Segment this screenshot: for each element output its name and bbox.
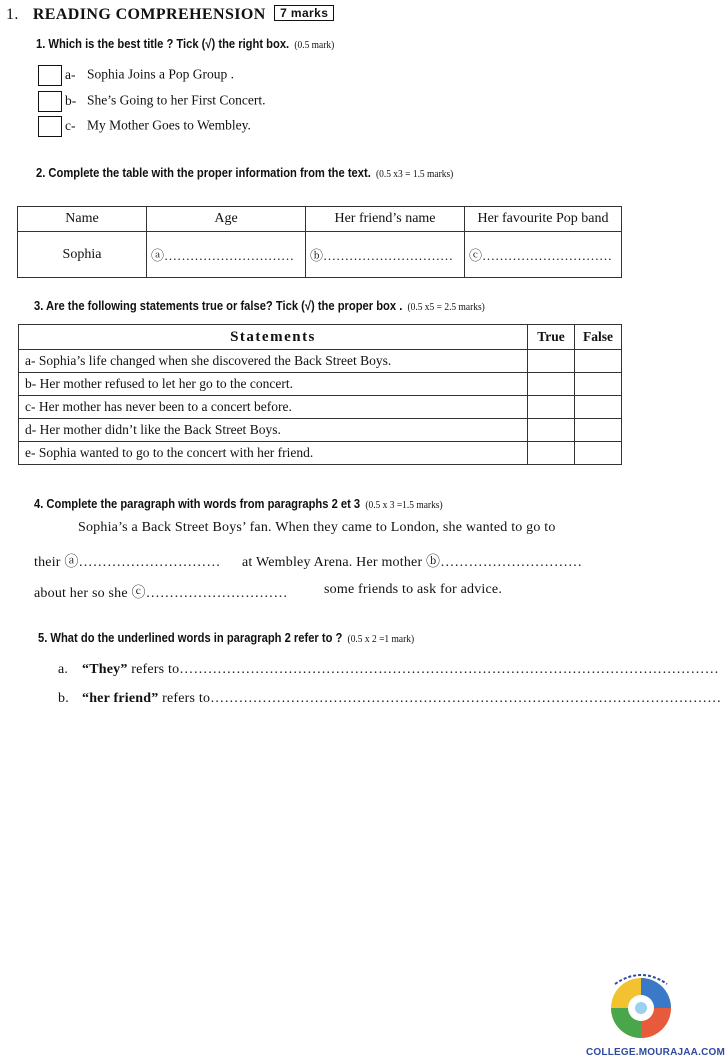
cell-band-blank[interactable]: ⓒ…………………………: [465, 232, 622, 278]
info-table: [17, 206, 622, 278]
true-box-e[interactable]: [528, 442, 575, 465]
false-box-e[interactable]: [575, 442, 622, 465]
cell-name: Sophia: [18, 232, 147, 278]
site-logo: [586, 964, 725, 1058]
false-box-d[interactable]: [575, 419, 622, 442]
q5-prompt: [38, 630, 414, 645]
false-box-a[interactable]: [575, 350, 622, 373]
option-a-text: Sophia Joins a Pop Group .: [87, 66, 235, 82]
logo-text: COLLEGE.MOURAJAA.COM: [586, 1047, 725, 1058]
header-statements: Statements: [19, 325, 528, 350]
q5-item-b-text: refers to………………………………………………………………………………………………: [162, 691, 722, 706]
option-b-label: b-: [65, 92, 77, 108]
statements-table: [18, 324, 622, 465]
q1-option-a: [38, 65, 234, 86]
logo-emblem-icon: [601, 964, 681, 1042]
option-c-label: c-: [65, 117, 76, 133]
cell-friend-blank[interactable]: ⓑ…………………………: [306, 232, 465, 278]
q2-prompt-text: 2. Complete the table with the proper information from the text.: [36, 165, 371, 180]
q3-prompt-text: 3. Are the following statements true or false? Tick (√) the proper box .: [34, 298, 403, 313]
q1-prompt-text: 1. Which is the best title ? Tick (√) the right box.: [36, 36, 290, 51]
true-box-a[interactable]: [528, 350, 575, 373]
header-false: False: [575, 325, 622, 350]
header-true: True: [528, 325, 575, 350]
checkbox-b[interactable]: [38, 91, 62, 112]
true-box-d[interactable]: [528, 419, 575, 442]
statement-b: b- Her mother refused to let her go to the concert.: [19, 373, 528, 396]
true-box-c[interactable]: [528, 396, 575, 419]
option-a-label: a-: [65, 66, 76, 82]
q1-points: (0.5 mark): [294, 39, 335, 51]
q3-prompt: [34, 298, 485, 313]
statement-a: a- Sophia’s life changed when she discovered the Back Street Boys.: [19, 350, 528, 373]
marks-badge: 7 marks: [274, 5, 334, 21]
q3-points: (0.5 x5 = 2.5 marks): [407, 301, 485, 313]
section-title: [6, 6, 334, 24]
q4-points: (0.5 x 3 =1.5 marks): [365, 499, 443, 511]
q5-item-b-word: “her friend”: [82, 691, 159, 706]
q4-line-1: Sophia’s a Back Street Boys’ fan. When they came to London, she wanted to go to: [78, 520, 556, 535]
q4-line-3a[interactable]: about her so she ⓒ…………………………: [34, 586, 288, 601]
cell-age-blank[interactable]: ⓐ…………………………: [147, 232, 306, 278]
statement-d: d- Her mother didn’t like the Back Street Boys.: [19, 419, 528, 442]
q1-prompt: [36, 36, 334, 51]
q5-item-a-word: “They”: [82, 662, 128, 677]
option-c-text: My Mother Goes to Wembley.: [87, 117, 251, 133]
q5-prompt-text: 5. What do the underlined words in paragraph 2 refer to ?: [38, 630, 343, 645]
q5-item-a-label: a.: [58, 662, 69, 677]
checkbox-c[interactable]: [38, 116, 62, 137]
checkbox-a[interactable]: [38, 65, 62, 86]
q5-points: (0.5 x 2 =1 mark): [347, 633, 415, 645]
false-box-b[interactable]: [575, 373, 622, 396]
q5-item-b[interactable]: [58, 691, 722, 707]
section-heading: READING COMPREHENSION: [32, 6, 266, 23]
q2-points: (0.5 x3 = 1.5 marks): [375, 168, 454, 180]
q1-option-b: [38, 91, 266, 112]
q2-prompt: [36, 165, 453, 180]
q4-line-3b: some friends to ask for advice.: [324, 582, 503, 597]
q5-item-a-text: refers to……………………………………………………………………………………………………: [131, 662, 719, 677]
q5-item-a[interactable]: [58, 662, 719, 678]
header-age: Age: [147, 207, 306, 232]
q1-option-c: [38, 116, 251, 137]
header-name: Name: [18, 207, 147, 232]
header-band: Her favourite Pop band: [465, 207, 622, 232]
q4-line-2b[interactable]: at Wembley Arena. Her mother ⓑ…………………………: [242, 555, 583, 570]
header-friend: Her friend’s name: [306, 207, 465, 232]
statement-e: e- Sophia wanted to go to the concert with her friend.: [19, 442, 528, 465]
q4-line-2a[interactable]: their ⓐ…………………………: [34, 555, 221, 570]
statement-c: c- Her mother has never been to a concert before.: [19, 396, 528, 419]
q4-prompt-text: 4. Complete the paragraph with words from paragraphs 2 et 3: [34, 496, 361, 511]
section-number: 1.: [6, 6, 19, 23]
q5-item-b-label: b.: [58, 691, 69, 706]
false-box-c[interactable]: [575, 396, 622, 419]
q4-prompt: [34, 496, 443, 511]
option-b-text: She’s Going to her First Concert.: [87, 92, 266, 108]
true-box-b[interactable]: [528, 373, 575, 396]
